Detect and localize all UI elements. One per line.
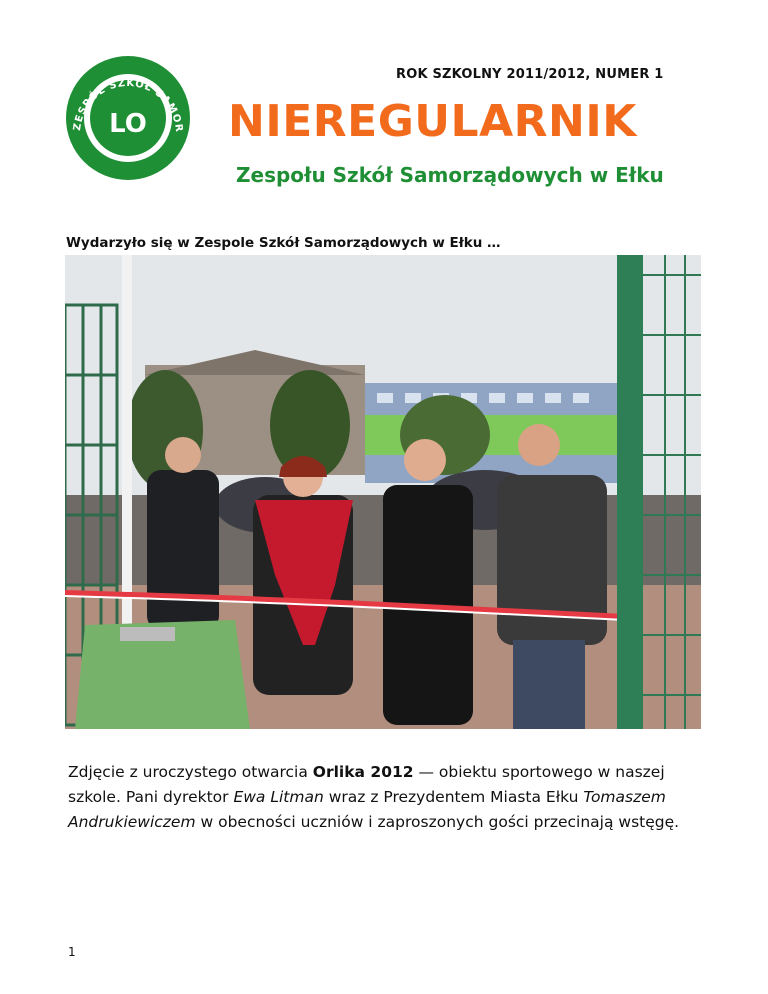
school-logo — [56, 52, 198, 182]
article-photo — [65, 255, 701, 729]
section-heading: Wydarzyło się w Zespole Szkół Samorządowych w Ełku … — [66, 235, 501, 251]
issue-line: ROK SZKOLNY 2011/2012, NUMER 1 — [396, 67, 664, 82]
caption-text-2: — obiektu sportowego w naszej szkole. Pani dyrektor — [68, 763, 665, 806]
logo-center-text: LO — [109, 109, 147, 139]
caption-text-1: Zdjęcie z uroczystego otwarcia — [68, 763, 313, 781]
page-number: 1 — [68, 945, 76, 959]
photo-caption — [68, 760, 708, 835]
logo-ring-text: ZESPÓŁ SZKÓŁ SAMOR — [72, 77, 185, 134]
caption-italic-director: Ewa Litman — [233, 788, 324, 806]
caption-bold-orlik: Orlika 2012 — [312, 763, 414, 781]
caption-text-4: w obecności uczniów i zaproszonych gości przecinają wstęgę. — [195, 813, 680, 831]
caption-italic-mayor: Tomaszem Andrukiewiczem — [68, 788, 666, 831]
newsletter-title: NIEREGULARNIK — [228, 96, 637, 147]
newsletter-subtitle: Zespołu Szkół Samorządowych w Ełku — [236, 163, 664, 187]
ribbon-cutting-photo — [65, 255, 701, 729]
caption-text-3: wraz z Prezydentem Miasta Ełku — [323, 788, 584, 806]
logo-emblem-icon — [56, 52, 198, 182]
